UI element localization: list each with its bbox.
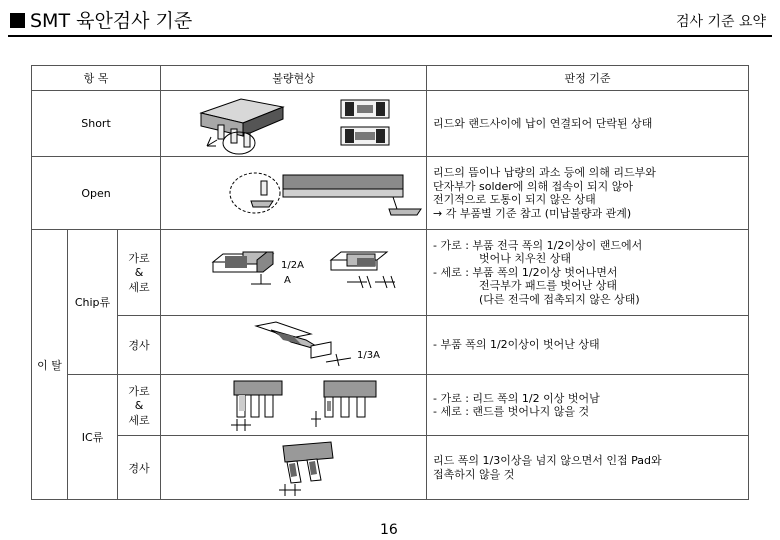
criteria-line: - 세로 : 부품 폭의 1/2이상 벗어나면서 <box>433 265 618 279</box>
ic-row2-figure <box>161 436 427 500</box>
page-number: 16 <box>380 522 398 538</box>
table-row-ic-2 <box>32 436 749 500</box>
table-row-chip-2 <box>32 316 749 375</box>
chip-row2-label: 경사 <box>118 316 161 375</box>
table-header-row <box>32 66 749 91</box>
open-criteria-line: 전기적으로 도통이 되지 않은 상태 <box>433 193 596 206</box>
open-figure <box>161 157 427 230</box>
criteria-line: 벗어나 치우친 상태 <box>479 252 572 266</box>
short-figure <box>161 91 427 157</box>
criteria-line: 접촉하지 않을 것 <box>433 467 515 481</box>
open-criteria-line: 단자부가 solder에 의해 접속이 되지 않아 <box>433 179 634 193</box>
label-line: 세로 <box>128 281 150 294</box>
criteria-line: 리드 폭의 1/3이상을 넘지 않으면서 인접 Pad와 <box>433 454 662 467</box>
header-item: 항 목 <box>32 66 161 91</box>
table-row-ic-1 <box>32 375 749 436</box>
criteria-line: - 가로 : 리드 폭의 1/2 이상 벗어남 <box>433 391 600 405</box>
ic-row2-criteria <box>427 436 749 500</box>
inspection-table <box>31 65 749 500</box>
short-label: Short <box>32 91 161 157</box>
fig-label-half-a: 1/2A <box>281 260 304 271</box>
ic-label: IC류 <box>68 375 118 500</box>
fig-label-third-a: 1/3A <box>357 350 380 361</box>
ic-row1-figure <box>161 375 427 436</box>
label-line: & <box>134 398 144 412</box>
square-bullet-icon <box>10 13 25 28</box>
table-row-open <box>32 157 749 230</box>
misalign-label: 이 탈 <box>32 230 68 500</box>
short-criteria: 리드와 랜드사이에 납이 연결되어 단락된 상태 <box>427 91 749 157</box>
page-title <box>10 6 192 33</box>
label-line: 가로 <box>128 252 150 265</box>
criteria-line: 전극부가 패드를 벗어난 상태 <box>479 279 618 293</box>
header-criteria: 판정 기준 <box>427 66 749 91</box>
chip-row1-criteria <box>427 230 749 316</box>
chip-row1-label <box>118 230 161 316</box>
page-subtitle: 검사 기준 요약 <box>675 14 766 30</box>
chip-row1-figure <box>161 230 427 316</box>
table-row-chip-1 <box>32 230 749 316</box>
open-label: Open <box>32 157 161 230</box>
chip-row2-figure <box>161 316 427 375</box>
open-criteria-line: 리드의 뜸이나 납량의 과소 등에 의해 리드부와 <box>433 166 656 179</box>
label-line: & <box>134 266 144 279</box>
open-criteria <box>427 157 749 230</box>
fig-label-a: A <box>284 275 291 286</box>
criteria-line: - 가로 : 부품 전극 폭의 1/2이상이 랜드에서 <box>433 238 643 252</box>
page-title-text: SMT 육안검사 기준 <box>30 10 193 32</box>
chip-row2-criteria: - 부품 폭의 1/2이상이 벗어난 상태 <box>427 316 749 375</box>
header-rule <box>8 35 772 37</box>
ic-row1-criteria <box>427 375 749 436</box>
criteria-line: - 세로 : 랜드를 벗어나지 않을 것 <box>433 405 590 418</box>
chip-label: Chip류 <box>68 230 118 375</box>
ic-row1-label <box>118 375 161 436</box>
label-line: 가로 <box>128 384 150 398</box>
open-criteria-line: → 각 부품별 기준 참고 (미납불량과 관계) <box>433 206 632 220</box>
criteria-line: (다른 전극에 접촉되지 않은 상태) <box>479 292 640 306</box>
header-phenomenon: 불량현상 <box>161 66 427 91</box>
table-row-short <box>32 91 749 157</box>
label-line: 세로 <box>128 413 150 427</box>
ic-row2-label: 경사 <box>118 436 161 500</box>
